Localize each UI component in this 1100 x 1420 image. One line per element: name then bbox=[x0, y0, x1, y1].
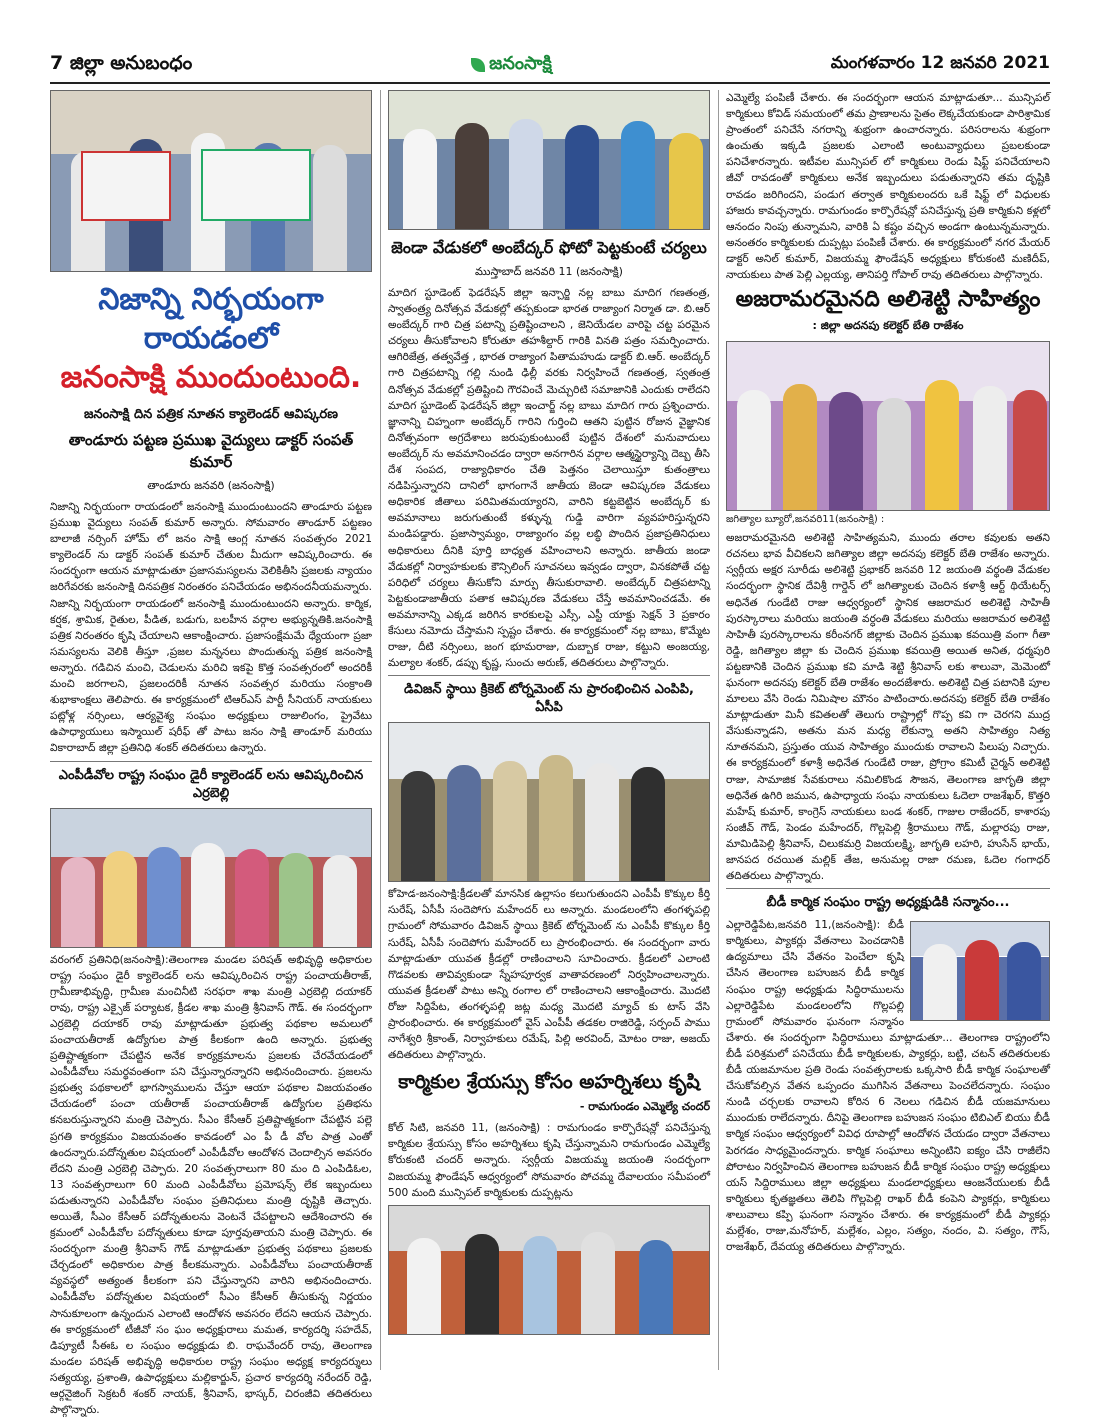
page-label: 7 జిల్లా అనుబంధం bbox=[50, 51, 193, 74]
subheadline: జనంసాక్షి దిన పత్రిక నూతన క్యాలెండర్ ఆవిష్కరణ bbox=[84, 407, 338, 422]
main-headline bbox=[50, 280, 372, 397]
alisetti-award-photo bbox=[726, 341, 1050, 511]
column-divider bbox=[718, 90, 719, 1370]
alisetti-byline: : జిల్లా అదనపు కలెక్టర్ బేతి రాజేశం bbox=[812, 319, 964, 333]
column-3 bbox=[726, 90, 1050, 1370]
ambedkar-dateline: ముస్తాబాద్ జనవరి 11 (జనంసాక్షి) bbox=[475, 265, 623, 278]
section-title-cricket: డివిజన్ స్థాయి క్రికెట్ టోర్నమెంట్ ను ప్రారంభించిన ఎంపిపి, ఏసీపి bbox=[404, 682, 694, 716]
memorandum-photo bbox=[388, 90, 710, 230]
column-divider bbox=[380, 90, 381, 1370]
section-divider bbox=[388, 675, 710, 676]
headline-line-1: నిజాన్ని నిర్భయంగా రాయడంలో bbox=[98, 282, 324, 356]
mpdo-diary-photo bbox=[50, 808, 372, 948]
mpdo-article-body: వరంగల్ ప్రతినిధి(జనంసాక్షి):తెలంగాణ మండల పరిషత్ అభివృద్ధి అధికారుల రాష్ట్ర సంఘం డైరీ క్యాలెండర్ లను ఆవిష్కరించిన రాష్ట్ర పంచాయతీరాజ్, గ్రామీణాభివృద్ధి, గ్రామీణ మంచినీటి సరఫరా శాఖ మంత్రి ఎర్రబెల్లి దయాకర్ రావు, రాష్ట్ర ఎక్సైజ్ పర్యాటక, క్రీడల శాఖ మంత్రి శ్రీనివాస్ గౌడ్. ఈ సందర్భంగా ఎర్రబెల్లి దయాకర్ రావు మాట్లాడుతూ ప్రభుత్వ పథకాల అమలులో పంచాయతీరాజ్ ఉద్యోగుల పాత్ర కీలకంగా ఉంది అన్నారు. ప్రభుత్వ ప్రతిష్టాత్మకంగా చేపట్టిన అనేక కార్యక్రమాలను ప్రజలకు చేరవేయడంలో ఎంపీడీవోలు సమర్థవంతంగా పని చేస్తున్నారన్నారని అభినందించారు. ప్రజలను ప్రభుత్వ పథకాలలో భాగస్వాములను చేస్తూ ఆయా పథకాల విజయవంతం చేయడంలో పంచా యతీరాజ్ పంచాయతీరాజ్ ఉద్యోగుల ప్రతిభను కనబరుస్తున్నారని మంత్రి చెప్పారు. సీఎం కేసీఆర్ ప్రతిష్టాత్మకంగా చేపట్టిన పల్లె ప్రగతి కార్యక్రమం విజయవంతం కావడంలో ఎం పీ డీ వోల పాత్ర ఎంతో ఉందన్నారు.పదోన్నతుల విషయంలో ఎంపీడీవోల ఆందోళన చెందాల్సిన అవసరం లేదని మంత్రి ఎర్రబెల్లి చెప్పారు. 20 సంవత్సరాలుగా 80 మం ది ఎంపిడిఓల, 13 సంవత్సరాలుగా 60 మంది ఎంపీడీవోలు ప్రమోషన్స్ లేక ఇబ్బందులు పడుతున్నారని ఎంపీడీవోల సంఘం ప్రతినిధులు మంత్రి దృష్టికి తెచ్చారు. అయితే, సీఎం కేసీఆర్ పదోన్నతులను వెంటనే చేపట్టాలని ఆదేశించారని ఈ క్రమంలో ఎంపీడీవోల పదోన్నతులు కూడా పూర్తవుతాయని మంత్రి చెప్పారు. ఈ సందర్భంగా మంత్రి శ్రీనివాస్ గౌడ్ మాట్లాడుతూ ప్రభుత్వ పథకాలు ప్రజలకు చేర్చడంలో అధికారుల పాత్ర కీలకమన్నారు. ఎంపీడీవోలు పంచాయతీరాజ్ వ్యవస్థలో అత్యంత కీలకంగా పని చేస్తున్నారని వారిని అభినందించారు. ఎంపీడీవోల పదోన్నతుల విషయంలో సీఎం కేసీఆర్ తీసుకున్న నిర్ణయం సానుకూలంగా ఉన్నందున ఎలాంటి ఆందోళన అవసరం లేదని ఆయన చెప్పారు. ఈ కార్యక్రమంలో టీజీవో సం ఘం అధ్యక్షురాలు మమత, కార్యదర్శి సహదేవ్, డిప్యూటీ సీఈఓ ల సంఘం అధ్యక్షుడు బి. రాఘవేందర్ రావు, తెలంగాణ మండల పరిషత్ అభివృద్ధి అధికారుల రాష్ట్ర సంఘం అధ్యక్ష కార్యదర్శులు సత్యయ్య, ప్రశాంతి, ఉపాధ్యక్షులు మల్లికార్జున్, ప్రచార కార్యదర్శి నరేందర్ రెడ్డి, ఆర్గనైజింగ్ సెక్రటరీ శంకర్ నాయక్, శ్రీనివాస్, భాస్కర్, చిరంజీవి తదితరులు పాల్గొన్నారు. bbox=[50, 953, 372, 1417]
logo-text: జనంసాక్షి bbox=[489, 52, 552, 74]
article-body: నిజాన్ని నిర్భయంగా రాయడంలో జనంసాక్షి ముందుంటుందని తాండూరు పట్టణ ప్రముఖ వైద్యులు సంపత్ కుమార్ అన్నారు. సోమవారం తాండూర్ పట్టణం బాలాజీ నర్సింగ్ హోమ్ లో జనం సాక్షి ఆంగ్ల నూతన సంవత్సరం 2021 క్యాలెండర్ ను డాక్టర్ సంపత్ కుమార్ చేతుల మీదుగా ఆవిష్కరించారు. ఈ సందర్భంగా ఆయన మాట్లాడుతూ ప్రజాసమస్యలను వెలికితీసి ప్రజలకు న్యాయం జరిగేవరకు జనంసాక్షి దినపత్రిక నిరంతరం పనిచేయడం అభినందనీయమన్నారు. నిజాన్ని నిర్భయంగా రాయడంలో జనంసాక్షి ముందుంటుందని అన్నారు. కార్మిక, కర్షక, శ్రామిక, రైతుల, పీడిత, బడుగు, బలహీన వర్గాల అభ్యున్నతికి.జనంసాక్షి పత్రిక నిరంతరం కృషి చేయాలని ఆకాంక్షించారు. ప్రజాసంక్షేమమే ధ్యేయంగా ప్రజా సమస్యలను వెలికి తీస్తూ ,ప్రజల మన్ననలు పొందుతున్న పత్రిక జనంసాక్షి అన్నారు. గడిచిన మంచి, చెడులను మరిచి ఇకపై కొత్త సంవత్సరంలో అందరికీ మంచి జరగాలని, ప్రజలందరికీ నూతన సంవత్సర మరియు సంక్రాంతి శుభాకాంక్షలు తెలిపారు. ఈ కార్యక్రమంలో టిఆర్ఎస్ పార్టీ సీనియర్ నాయకులు పట్లోళ్ల నర్సింలు, ఆర్యవైశ్య సంఘం అధ్యక్షులు రాజులింగం, ప్రైవేటు ఉపాధ్యాయులు ఇస్మాయిల్ షరీఫ్ తో పాటు జనం సాక్షి తాండూర్ మరియు వికారాబాద్ జిల్లా ప్రతినిధి శంకర్ తదితరులు ఉన్నారు. bbox=[50, 501, 372, 755]
beedi-felicitation-photo bbox=[910, 921, 1050, 1021]
alisetti-headline: అజరామరమైనది అలిశెట్టి సాహిత్యం bbox=[735, 287, 1041, 313]
dateline: తాండూరు జనవరి (జనంసాక్షి) bbox=[147, 479, 275, 492]
leaf-icon bbox=[471, 58, 485, 72]
newspaper-logo bbox=[471, 53, 552, 78]
workers-article-body: కోల్ సిటి, జనవరి 11, (జనంసాక్షి) : రామగుండం కార్పొరేషన్లో పనిచేస్తున్న కార్మికుల శ్రేయస్సు కోసం అహర్నిశలు కృషి చేస్తున్నామని రామగుండం ఎమ్మెల్యే కోరుకంటి చందర్ అన్నారు. స్వర్గీయ విజయమ్మ జయంతి సందర్భంగా విజయమ్మ ఫౌండేషన్ ఆధ్వర్యంలో సోమవారం పోచమ్మ దేవాలయం సమీపంలో 500 మంది మున్సిపల్ కార్మికులకు దుప్పట్లను bbox=[388, 1122, 710, 1199]
alisetti-article-body: అజరామరమైనది అలిశెట్టి సాహిత్యమని, ముందు తరాల కవులకు అతని రచనలు భావ వీచికలని జగిత్యాల జిల్లా అదనపు కలెక్టర్ బేతి రాజేశం అన్నారు. స్వర్గీయ అక్షర సూరీడు అలిశెట్టి ప్రభాకర్ జనవరి 12 జయంతి వర్థంతి వేడుకల సందర్భంగా స్థానిక దేవిశ్రీ గార్డెన్ లో జగిత్యాలకు చెందిన కళాశ్రీ ఆర్ట్ థియేటర్స్ అధినేత గుండేటి రాజు ఆధ్వర్యంలో స్థానిక ఆజరామర అలిశెట్టి సాహితీ పురస్కారాలు మరియు జయంతి వర్ధంతి వేడుకలు మరియు అజరామర అలిశెట్టి సాహితీ పురస్కారాలను కరీంనగర్ జిల్లాకు చెందిన ప్రముఖ కవయిత్రి వంగా గీతా రెడ్డి, జగిత్యాల జిల్లా కు చెందిన ప్రముఖ కవయిత్రి అయిత అనిత, ధర్మపురి పట్టణానికి చెందిన ప్రముఖ కవి మాడి శెట్టి శ్రీనివాస్ లకు శాలువా, మెమెంటో ఘనంగా అదనపు కలెక్టర్ బేతి రాజేశం అందజేశారు. అలిశెట్టి చిత్ర పటానికి పూల మాలలు వేసి రెండు నిమిషాల మౌనం పాటించారు.అదనపు కలెక్టర్ బేతి రాజేశం మాట్లాడుతూ మినీ కవితలతో తెలుగు రాష్ట్రాల్లో గొప్ప కవి గా చెరగని ముద్ర వేసుకున్నాడని, అతను మన మధ్య లేకున్నా అతని సాహిత్యం నిత్య నూతనమని, ప్రస్తుతం యువ సాహిత్యం ముందుకు రావాలని పిలుపు నిచ్చారు. ఈ కార్యక్రమంలో కళాశ్రీ అధినేత గుండేటి రాజు, ప్రోగ్రాం కమిటీ చైర్మన్ అలిశెట్టి రాజు, సామాజిక సేవకురాలు నమిలికొండ సౌజన, తెలంగాణ జాగృతి జిల్లా అధినేత ఉగిరి జమున, ఉపాధ్యాయ సంఘ నాయకులు ఓదెలా రాజశేఖర్, కొత్తరి మహేష్ కుమార్, కాంగ్రెస్ నాయకులు బండ శంకర్, గాజుల రాజేందర్, కాశారపు సంజీవ్ గౌడ్, పెండం మహేందర్, గొల్లపెల్లి శ్రీరాములు గౌడ్, మల్లారపు రాజు, మామిడిపెల్లి శ్రీనివాస్, చిలుకమర్రి విజయలక్ష్మి, జాగృతి లహరి, హుసేన్ భాయ్, జానపద రచయిత మల్లిక్ తేజ, అనుమల్ల రాజా రమణ, ఓదెల గంగాధర్ తదితరులు పాల్గొన్నారు. bbox=[726, 532, 1050, 883]
beedi-article-body: ఎల్లారెడ్డిపేట,జనవరి 11,(జనంసాక్షి): బీడీ కార్మికులు, ప్యాకర్లు వేతనాలు పెంచడానికి ఉద్యమాలు చేసి వేతనం పెంచేలా కృషి చేసిన తెలంగాణ బహుజన బీడీ కార్మిక సంఘం రాష్ట్ర అధ్యక్షుడు సిద్ధిరాములను ఎల్లారెడ్డిపేట మండలంలోని గొల్లపల్లి గ్రామంలో సోమవారం ఘనంగా సన్మానం చేశారు. ఈ సందర్భంగా సిద్ధిరాములు మాట్లాడుతూ... తెలంగాణ రాష్ట్రంలోని బీడీ పరిశ్రమలో పనిచేయు బీడీ కార్మికులకు, ప్యాకర్లు, బట్టి, చటన్ తదితరులకు బీడీ యజమానుల ప్రతి రెండు సంవత్సరాలకు ఒక్కసారి బీడీ కార్మిక సంఘాలతో చేసుకోవల్సిన వేతన ఒప్పందం ముగిసిన వేతనాలు పెంచలేదన్నారు. సంఘం నుండి చర్చలకు రావాలని కోరిన 6 నెలలు గడిచిన బీడీ యజమానులు ముందుకు రాలేదన్నారు. దీనిపై తెలంగాణ బహుజన సంఘం టిబిఎల్ బియు బీడీ కార్మిక సంఘం ఆధ్వర్యంలో వివిధ రూపాల్లో ఆందోళన చేయడం ద్వారా వేతనాలు పెరగడం సాధ్యమైందన్నారు. కార్మిక సంఘాలు అన్నింటిని ఐక్యం చేసి రాజీలేని పోరాటం నిర్వహించిన తెలంగాణ బహుజన బీడీ కార్మిక సంఘం రాష్ట్ర అధ్యక్షులు యస్ సిద్దిరాములు జిల్లా అధ్యక్షులు మండలాధ్యక్షులు ఆంజనేయులకు బీడీ కార్మికులు కృతజ్ఞతలు తెలిపి గొల్లపెల్లి రాఖర్ బీడీ కంపెని ప్యాకర్లు, కార్మికులు శాలువాలు కప్పి ఘనంగా సన్మానం చేశారు. ఈ కార్యక్రమంలో బీడీ ప్యాకర్లు మల్లేశం, రాజు,మనోహర్, మల్లేశం, ఎల్లం, సత్యం, నందం, వి. సత్యం, గౌస్, రాజశేఖర్, దేవయ్య తదితరులు పాల్గొన్నారు. bbox=[726, 919, 1050, 1254]
section-divider bbox=[50, 761, 372, 762]
blanket-distribution-photo bbox=[388, 1205, 710, 1335]
masthead bbox=[50, 48, 1050, 84]
secondary-headline: తాండూరు పట్టణ ప్రముఖ వైద్యులు డాక్టర్ సంపత్ కుమార్ bbox=[68, 431, 354, 471]
workers-article-continued: ఎమ్మెల్యే పంపిణీ చేశారు. ఈ సందర్భంగా ఆయన మాట్లాడుతూ... మున్సిపల్ కార్మికులు కోవిడ్ సమయంలో తమ ప్రాణాలను సైతం లెక్కచేయకుండా పారిశ్రామిక ప్రాంతంలో పనిచేసే నగరాన్ని శుభ్రంగా ఉంచారన్నారు. పరిసరాలను శుభ్రంగా ఉంచుతు ఇక్కడి ప్రజలకు ఎలాంటి అంటువ్యాధులు ప్రబలకుండా పనిచేశారన్నారు. ఇటీవల మున్సిపల్ లో కార్మికులు రెండు షిఫ్ట్ పనిచేయాలని జీవో రావడంతో కార్మికులు అనేక ఇబ్బందులు పడుతున్నారని తమ దృష్టికి రావడం జరిగిందని, పండుగ తర్వాత కార్మికులందరు ఒకే షిఫ్ట్ లో విధులకు హాజరు కావచ్చన్నారు. రామగుండం కార్పొరేషన్లో పనిచేస్తున్న ప్రతి కార్మికుని కళ్లలో ఆనందం నింపు తున్నామని, వారికి ఏ కష్టం వచ్చిన అండగా ఉంటున్నమన్నారు. అనంతరం కార్మికులకు దుప్పట్లు పంపిణీ చేశారు. ఈ కార్యక్రమంలో నగర మేయర్ డాక్టర్ అనిల్ కుమార్, విజయమ్మ ఫౌండేషన్ అధ్యక్షులు కోరుకంటి మణిదీప్, నాయకులు పాత పెల్లి ఎల్లయ్య, తానిపర్తి గోపాల్ రావు తదితరులు పాల్గొన్నారు. bbox=[726, 92, 1050, 282]
headline-line-2: జనంసాక్షి ముందుంటుంది. bbox=[60, 360, 362, 395]
ambedkar-headline: జెండా వేడుకలో అంబేద్కర్ ఫోటో పెట్టకుంటే చర్యలు bbox=[391, 238, 707, 257]
section-divider bbox=[726, 888, 1050, 889]
workers-byline: - రామగుండం ఎమ్మెల్యే చందర్ bbox=[579, 1100, 710, 1114]
column-1 bbox=[50, 90, 372, 1417]
calendar-launch-photo bbox=[50, 90, 372, 272]
cricket-article-body: కోహెడ-జనంసాక్షి:క్రీడలతో మానసిక ఉల్లాసం కలుగుతుందని ఎంపీపీ కొక్కుల కీర్తి సురేష్, ఏసీపీ సందెపోగు మహేందర్ లు అన్నారు. మండలంలోని తంగళ్ళపల్లి గ్రామంలో సోమవారం డివిజన్ స్థాయి క్రికెట్ టోర్నమెంట్ ను ఎంపీపీ కొక్కుల కీర్తి సురేష్, ఏసీపీ సందెపోగు మహేందర్ లు ప్రారంభించారు. ఈ సందర్భంగా వారు మాట్లాడుతూ యువత క్రీడల్లో రాణించాలని సూచించారు. క్రీడలలో ఎలాంటి గొడవలకు తావివ్వకుండా స్నేహపూర్వక వాతావరణంలో నిర్వహించాలన్నారు. యువత క్రీడలతో పాటు అన్ని రంగాల లో రాణించాలని ఆకాంక్షించారు. మొదటి రోజు సిద్దిపేట, తంగళ్ళపల్లి జట్ల మధ్య మొదటి మ్యాచ్ కు టాస్ వేసి ప్రారంభించారు. ఈ కార్యక్రమంలో వైస్ ఎంపీపీ తడకల రాజిరెడ్డి, సర్పంచ్ పాము నాగేశ్వరి శ్రీకాంత్, నిర్వాహకులు రమేష్, పిల్లి అరవింద్, మోటం రాజు, అజయ్ తదితరులు పాల్గొన్నారు. bbox=[388, 888, 710, 1062]
section-title-mpdo: ఎంపీడీవోల రాష్ట్ర సంఘం డైరీ క్యాలెండర్ లను ఆవిష్కరించిన ఎర్రబెల్లి bbox=[58, 767, 364, 801]
alisetti-caption: జగిత్యాల బ్యూరో,జనవరి11(జనంసాక్షి) : bbox=[726, 514, 885, 526]
section-title-beedi: బీడీ కార్మిక సంఘం రాష్ట్ర అధ్యక్షుడికి సన్మానం... bbox=[766, 895, 1010, 911]
ambedkar-article-body: మాదిగ స్టూడెంట్ ఫెడరేషన్ జిల్లా ఇన్చార్జి నల్ల బాబు మాదిగ గణతంత్ర, స్వాతంత్ర్య దినోత్సవ వేడుకల్లో తప్పకుండా భారత రాజ్యాంగ నిర్మాత డా. బి.ఆర్ అంబేద్కర్ గారి చిత్ర పటాన్ని ప్రతిష్టించాలని , జెనియేడల వారిపై చట్ట పరమైన చర్యలు తీసుకోవాలని కోరుతూ తహశీల్దార్ గారికి వినతి పత్రం సమర్పించారు. ఆగిరిజేత్ర, తత్వవేత్త , భారత రాజ్యాంగ పితామహుడు డాక్టర్ బి.ఆర్. అంబేద్కర్ గారి చిత్రపటాన్ని గల్లి నుండి ఢిల్లీ వరకు నిర్వహించే గణతంత్ర, స్వతంత్ర దినోత్సవ వేడుకల్లో ప్రతిష్టించి గౌరవించే మెచ్చురిటి సమాజానికి ఎందుకు రాలేదని మాదిగ స్టూడెంట్ ఫెడరేషన్ జిల్లా ఇంచార్జ్ నల్ల బాబు మాదిగ గారు ప్రశ్నించారు. జ్ఞానాన్ని చిహ్నంగా అంబేద్కర్ గారిని గుర్తించి ఆతని పుట్టిన రోజున వైజ్ఞానిక దినోత్సవంగా అగ్రదేశాలు జరుపుకుంటుంటే పుట్టిన దేశంలో మనువాదులు అంబేద్కర్ ను అవమానించడం ద్వారా అనగారిన వర్గాల ఆత్మస్థైర్యాన్ని దెబ్బ తీసి దేశ సంపద, రాజ్యాధికారం చేతి పెత్తనం చెలాయిస్తూ కుతంత్రాలు నడిపిస్తున్నారని దానిలో భాగంగానే జాతీయ జెండా ఆవిష్కరణ వేడుకలు అధికారిక జీతాలు పరిమితమయ్యారని, వారిని కట్టబెట్టిన అంబేద్కర్ కు అవమానాలు జరుగుతుంటే కళ్ళున్న గుడ్డి వారిగా వ్యవహరిస్తున్నరని మండిపడ్డారు. ప్రజాస్వామ్యం, రాజ్యాంగం వల్ల లబ్ధి పొందిన ప్రజాప్రతినిధులు అధికారులు దీనికి పూర్తి బాధ్యత వహించాలని అన్నారు. జాతీయ జండా వేడుకల్లో నిర్వాహకులకు కౌన్సిలింగ్ సూచనలు ఇవ్వడం ద్వారా, వినకపోతే చట్ట పరిధిలో చర్యలు తీసుకోని మార్పు తీసుకురావాలి. అంబేద్కర్ చిత్రపటాన్ని పెట్టకుండాజాతీయ పతాక ఆవిష్కరణ వేడుకలు చేస్తే అవమానించడమే. ఈ అవమానాన్ని ఎక్కడ జరిగిన కారకులపై ఎస్సీ, ఎస్టీ యాక్టు సెక్షన్ 3 ప్రకారం కేసులు నమోదు చేస్తామని స్పష్టం చేశారు. ఈ కార్యక్రమంలో నల్ల బాబు, కొమ్మేట రాజు, దీటి నర్సింలు, జంగ భూమరాజు, దుబ్బాక రాజు, కట్టుని అంజయ్య, మల్యాల శంకర్, డప్పు కృష్ణ, సుంచు అరుణ్, తదితరులు పాల్గొన్నారు. bbox=[388, 287, 710, 670]
issue-date: మంగళవారం 12 జనవరి 2021 bbox=[830, 53, 1050, 73]
workers-headline: కార్మికుల శ్రేయస్సు కోసం అహర్నిశలు కృషి bbox=[398, 1071, 700, 1094]
column-2 bbox=[388, 90, 710, 1370]
cricket-tournament-photo bbox=[388, 722, 710, 882]
